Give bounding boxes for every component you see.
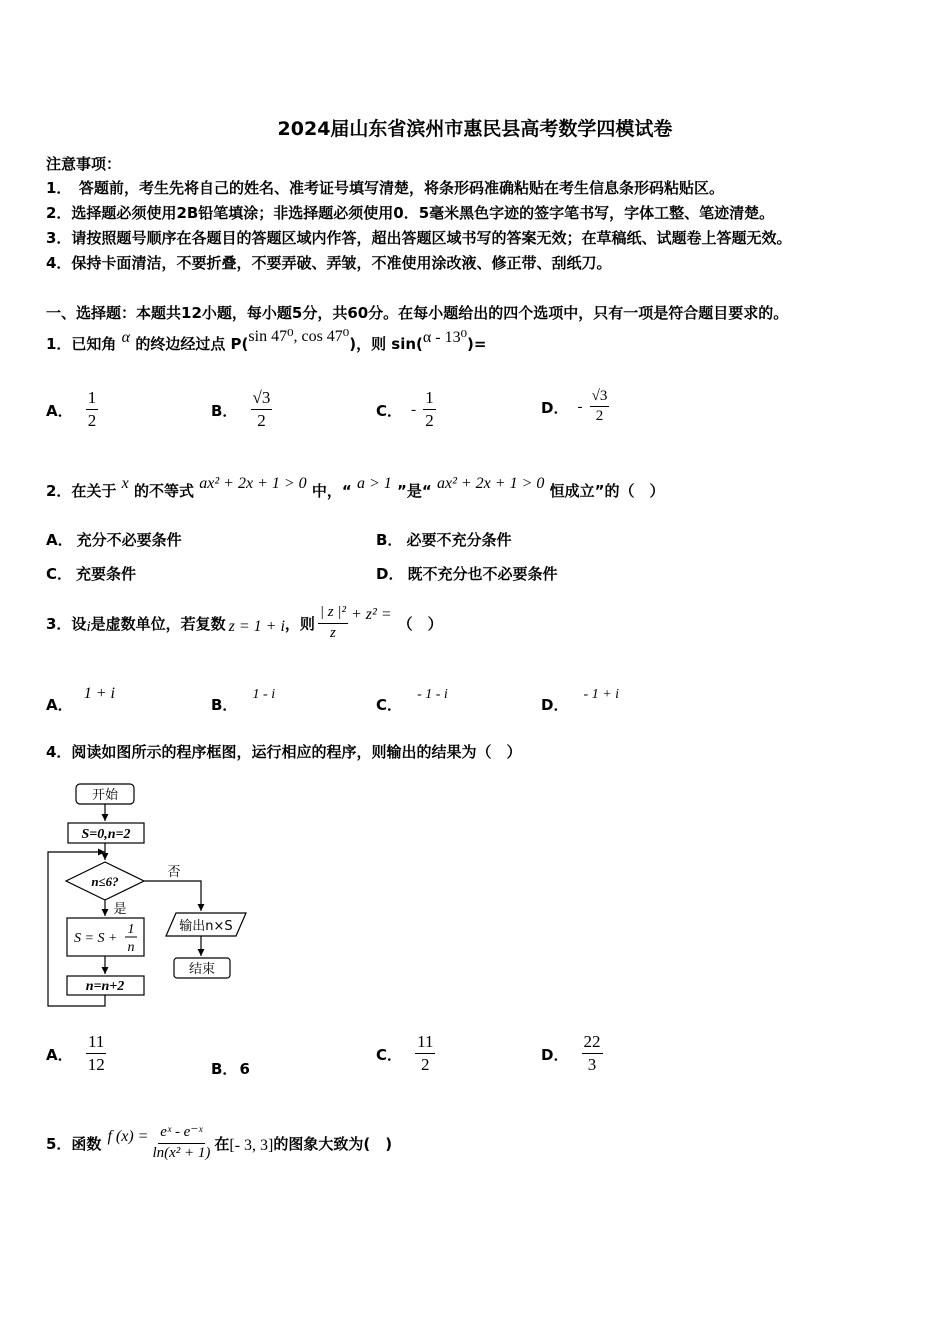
- fraction-numerator: 22: [582, 1032, 603, 1054]
- q1-alpha: α: [121, 329, 131, 346]
- q3-i: i: [86, 618, 91, 635]
- fraction-numerator: √3: [251, 388, 273, 410]
- q1-text-4: )=: [467, 335, 487, 353]
- question-3: [46, 598, 443, 648]
- notice-item-1: 1． 答题前，考生先将自己的姓名、准考证号填写清楚，将条形码准确粘贴在考生信息条形码粘贴区。: [46, 179, 724, 197]
- notice-item-2: 2．选择题必须使用2B铅笔填涂；非选择题必须使用0．5毫米黑色字迹的签字笔书写，字体工整、笔迹清楚。: [46, 204, 775, 222]
- q1-option-d-fraction: [590, 388, 610, 426]
- q2-option-b: [376, 529, 511, 550]
- option-text: 1 - i: [252, 687, 276, 702]
- fraction-denominator: 3: [587, 1054, 597, 1074]
- option-text: 1 + i: [83, 685, 115, 702]
- flow-output: 输出n×S: [179, 919, 233, 934]
- flow-update-num: 1: [127, 922, 135, 937]
- fraction-denominator: 2: [87, 410, 97, 430]
- flow-decision: n≤6?: [91, 874, 119, 889]
- option-label: D．: [541, 399, 569, 418]
- q1-point: sin 47⁰, cos 47⁰: [248, 328, 350, 345]
- q4-option-d-fraction: [582, 1032, 603, 1074]
- option-label: D．: [541, 696, 569, 714]
- q3-option-b: [211, 682, 276, 714]
- q1-option-a-fraction: [86, 388, 99, 430]
- option-label: B．: [211, 696, 238, 714]
- option-label: C．: [46, 565, 73, 583]
- notice-item-3: 3．请按照题号顺序在各题目的答题区域内作答，超出答题区域书写的答案无效；在草稿纸、试题卷上答题无效。: [46, 229, 792, 247]
- q3-fraction: [318, 604, 348, 642]
- option-label: A．: [46, 531, 73, 549]
- q2-text-4: ”是“: [397, 482, 432, 500]
- q4-option-a-fraction: [86, 1032, 107, 1074]
- flow-incr: n=n+2: [85, 979, 125, 994]
- q2-text-5: 恒成立”的（ ）: [549, 482, 665, 500]
- q4-option-b: [211, 1058, 250, 1079]
- q3-z-value: z = 1 + i: [228, 618, 285, 635]
- q4-option-d: [541, 1032, 603, 1074]
- option-label: A．: [46, 696, 73, 714]
- notice-item-4: 4．保持卡面清洁，不要折叠，不要弄破、弄皱，不准使用涂改液、修正带、刮纸刀。: [46, 254, 612, 272]
- option-label: C．: [376, 696, 403, 714]
- q1-option-b-fraction: [251, 388, 273, 430]
- flow-init: S=0,n=2: [81, 827, 131, 842]
- q3-text-4: （ ）: [397, 614, 443, 633]
- flow-update-left: S = S +: [74, 931, 118, 946]
- fraction-numerator: 1: [86, 388, 99, 410]
- section-heading: 一、选择题：本题共12小题，每小题5分，共60分。在每小题给出的四个选项中，只有一项是符合题目要求的。: [46, 304, 789, 322]
- q3-option-c: [376, 682, 448, 714]
- q3-option-d: [541, 682, 620, 714]
- fraction-numerator: 11: [86, 1032, 106, 1054]
- question-1: [46, 328, 487, 354]
- option-label: B．: [211, 1060, 238, 1078]
- option-sign: -: [577, 399, 583, 416]
- option-text: 必要不充分条件: [406, 531, 512, 549]
- q1-text-2: 的终边经过点 P(: [135, 335, 249, 353]
- fraction-denominator: 12: [87, 1054, 105, 1074]
- q3-text-2: 是虚数单位，若复数: [90, 614, 226, 633]
- notice-heading: 注意事项：: [46, 155, 122, 173]
- q3-tail: + z² =: [351, 606, 392, 623]
- q2-option-a: [46, 529, 182, 550]
- q5-function-name: f (x) =: [107, 1128, 149, 1145]
- fraction-numerator: eˣ - e⁻ˣ: [158, 1124, 204, 1143]
- q2-text-2: 的不等式: [134, 482, 195, 500]
- option-label: D．: [376, 565, 404, 583]
- flow-start: 开始: [91, 788, 119, 803]
- fraction-denominator: 2: [421, 1054, 430, 1074]
- q3-option-a: [46, 682, 115, 714]
- page-title: 2024届山东省滨州市惠民县高考数学四模试卷: [277, 118, 673, 140]
- q1-option-b: [211, 388, 272, 430]
- question-4: 4．阅读如图所示的程序框图，运行相应的程序，则输出的结果为（ ）: [46, 743, 522, 761]
- q1-text-1: 1．已知角: [46, 335, 117, 353]
- option-label: C．: [376, 401, 403, 420]
- option-text: - 1 - i: [417, 687, 448, 702]
- q2-option-c: [46, 563, 136, 584]
- q2-inequality: ax² + 2x + 1 > 0: [199, 475, 307, 492]
- option-text: 充要条件: [76, 565, 137, 583]
- q2-option-d: [376, 563, 557, 584]
- fraction-denominator: 2: [257, 410, 266, 430]
- option-text: 既不充分也不必要条件: [407, 565, 558, 583]
- q1-option-c-fraction: [423, 388, 436, 430]
- q5-text-2: 在: [214, 1134, 230, 1153]
- flow-no-label: 否: [167, 865, 181, 880]
- option-label: B．: [376, 531, 403, 549]
- q5-interval: [- 3, 3]: [229, 1137, 274, 1154]
- q4-option-c-fraction: [415, 1032, 435, 1074]
- fraction-denominator: ln(x² + 1): [152, 1144, 211, 1161]
- fraction-denominator: 2: [595, 408, 604, 425]
- option-text: 充分不必要条件: [76, 531, 182, 549]
- option-text: - 1 + i: [583, 687, 620, 702]
- option-label: A．: [46, 1045, 73, 1064]
- flow-yes-label: 是: [113, 902, 127, 917]
- q1-option-c: [376, 388, 436, 430]
- q2-condition: a > 1: [356, 475, 392, 492]
- q3-text-1: 3．设: [46, 614, 87, 633]
- q2-var: x: [121, 475, 129, 492]
- option-label: D．: [541, 1045, 569, 1064]
- q1-arg: α - 13⁰: [422, 329, 468, 346]
- fraction-numerator: | z |²: [318, 604, 348, 623]
- q1-text-3: )，则 sin(: [349, 335, 423, 353]
- fraction-numerator: 1: [423, 388, 436, 410]
- q2-text-1: 2．在关于: [46, 482, 117, 500]
- q4-option-a: [46, 1032, 107, 1074]
- fraction-denominator: 2: [425, 410, 434, 430]
- question-2: [46, 475, 665, 501]
- q1-option-d: [541, 388, 609, 426]
- option-label: A．: [46, 401, 73, 420]
- q2-inequality-2: ax² + 2x + 1 > 0: [436, 475, 545, 492]
- q3-text-3: ，则: [284, 614, 315, 633]
- fraction-denominator: z: [330, 624, 336, 641]
- option-label: C．: [376, 1045, 403, 1064]
- q4-option-c: [376, 1032, 435, 1074]
- option-label: B．: [211, 401, 238, 420]
- q1-option-a: [46, 388, 98, 430]
- option-text: 6: [239, 1060, 250, 1078]
- fraction-numerator: √3: [590, 388, 610, 407]
- option-sign: -: [411, 401, 417, 418]
- flow-update-den: n: [127, 940, 135, 955]
- flow-arrow-no: [144, 881, 201, 911]
- q2-text-3: 中，“: [311, 482, 352, 500]
- q5-text-3: 的图象大致为( ): [273, 1134, 393, 1153]
- q5-fraction: [150, 1124, 212, 1162]
- fraction-numerator: 11: [415, 1032, 435, 1054]
- question-5: [46, 1118, 392, 1168]
- q5-text-1: 5．函数: [46, 1134, 102, 1153]
- flow-end: 结束: [188, 962, 216, 977]
- flowchart: [40, 778, 260, 1018]
